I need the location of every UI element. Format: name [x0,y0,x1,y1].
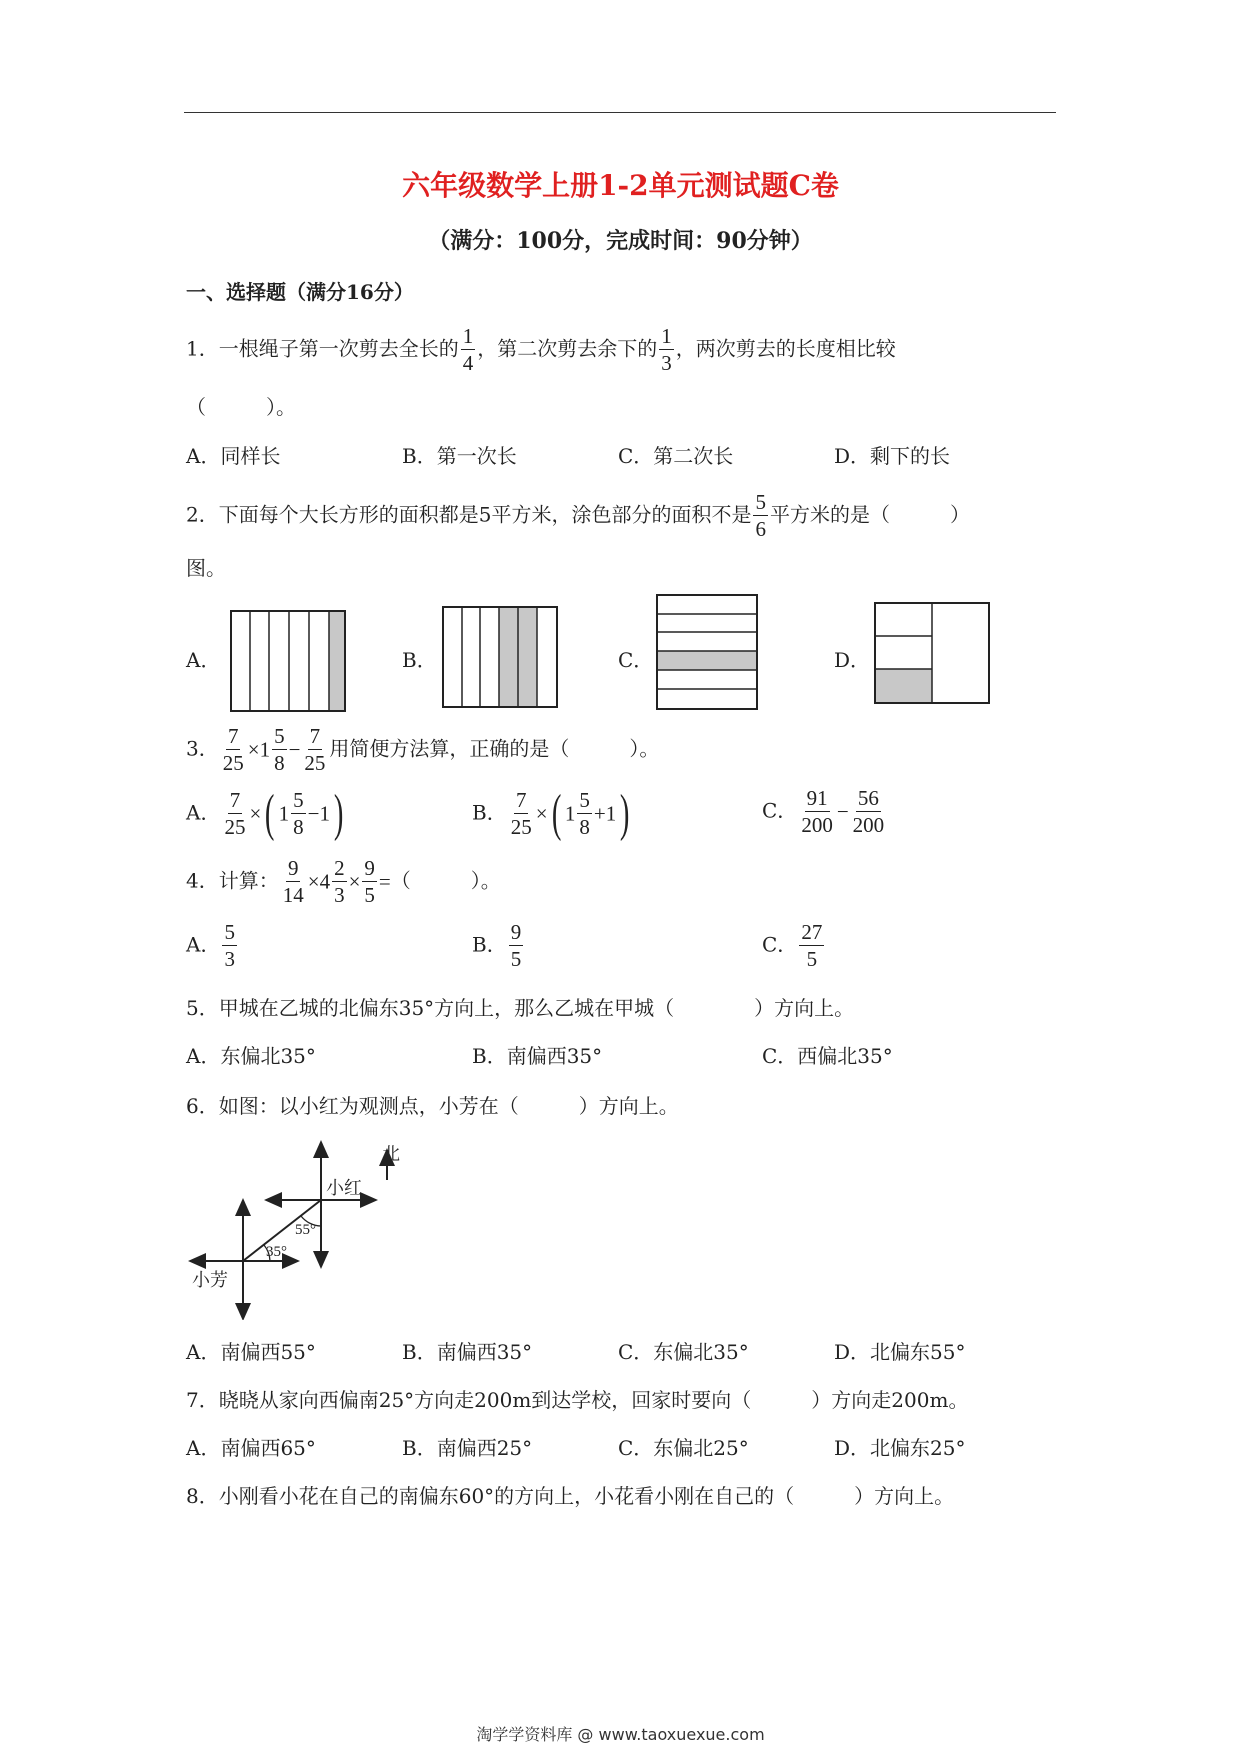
section-heading: 一、选择题（满分16分） [186,280,414,304]
header-rule [184,112,1056,113]
q3-a-whole: 1 [278,801,290,826]
q7-option-d: D．北偏东25° [834,1436,966,1460]
q4-option-a [186,922,239,970]
q5-option-a: A．东偏北35° [186,1044,316,1068]
q4-option-c-label: C． [762,932,798,957]
q6-option-b: B．南偏西35° [402,1340,533,1364]
q2-number: 2． [186,502,219,527]
q4-a-frac [222,922,237,970]
q3-a-frac [222,790,247,838]
q4-b-den: 3 [334,883,345,907]
q4-c-den: 5 [806,947,818,971]
q4-expr-b [332,858,347,906]
q3-c-f-den: 200 [801,813,833,837]
q3-text: 用简便方法算，正确的是（ ）。 [329,736,660,761]
q4-b-frac [509,922,524,970]
q2-text-a: 下面每个大长方形的面积都是5平方米，涂色部分的面积不是 [218,502,752,527]
q5-option-b: B．南偏西35° [472,1044,603,1068]
page-title: 六年级数学上册1-2单元测试题C卷 [402,169,839,202]
question-1 [186,326,896,374]
q1-number: 1． [186,336,219,361]
q1-f1-num: 1 [462,324,474,348]
q3-b-g-num: 5 [579,788,590,812]
q3-a-g [291,790,306,838]
angle-label-35: 35° [266,1244,287,1260]
q3-a-g-den: 8 [293,815,304,839]
q3-option-b [472,785,634,842]
q1-f2-num: 1 [661,324,672,348]
q1-option-c: C．第二次长 [618,444,734,468]
q3-a-f-num: 7 [229,788,241,812]
q1-fraction-1 [461,326,476,374]
right-paren: ) [333,785,344,842]
q3-expr-a [221,726,246,774]
footer-watermark: 淘学学资料库 @ www.taoxuexue.com [476,1725,765,1744]
right-paren: ) [620,785,630,842]
xiaohong-label: 小红 [326,1178,362,1199]
q3-c-num: 7 [309,724,321,748]
q1-f2-den: 3 [661,351,672,375]
q7-option-b: B．南偏西25° [402,1436,533,1460]
q4-b-num: 2 [334,856,345,880]
minus-sign: − [836,799,849,824]
q1-option-d: D．剩下的长 [834,444,951,468]
q3-a-num: 7 [227,724,239,748]
q3-b-f-num: 7 [515,788,527,812]
q1-text-c: ，两次剪去的长度相比较 [675,336,896,361]
q4-option-c [762,922,826,970]
times-sign: × [247,737,260,762]
q4-c-frac [799,922,824,970]
q3-option-c [762,788,888,836]
q6-option-d: D．北偏东55° [834,1340,966,1364]
q3-c-den: 25 [304,751,326,775]
q4-c-num: 27 [801,920,823,944]
q1-fraction-2 [659,326,674,374]
q1-option-a: A．同样长 [186,444,281,468]
q3-option-b-label: B． [472,800,507,825]
q2-figure-d [874,602,990,704]
q3-b-g-den: 8 [579,815,590,839]
q4-a-den: 3 [224,947,235,971]
q2-f-den: 6 [755,517,766,541]
q3-b-whole: 1 [564,801,576,826]
q3-c-f-num: 91 [806,786,828,810]
question-8: 8．小刚看小花在自己的南偏东60°的方向上，小花看小刚在自己的（ ）方向上。 [186,1484,955,1508]
q7-option-a: A．南偏西65° [186,1436,316,1460]
q4-b-num: 9 [510,920,522,944]
q2-label-b: B． [402,648,437,672]
q3-b-g [577,790,592,838]
q3-c-g-num: 56 [857,786,879,810]
q3-b-frac [509,790,534,838]
times-sign: × [249,801,262,826]
q3-expr-c [302,726,327,774]
left-paren: ( [551,785,561,842]
question-2 [186,492,970,540]
question-4 [186,858,501,906]
q3-a-den: 25 [222,751,244,775]
q4-a-num: 9 [287,856,299,880]
q4-text-a: 计算： [218,868,279,893]
q2-text-c: 图。 [186,556,226,580]
question-6: 6．如图：以小红为观测点，小芳在（ ）方向上。 [186,1094,679,1118]
times-sign: × [535,801,548,826]
q2-fraction [753,492,768,540]
q3-option-a [186,785,347,842]
equals-sign: = [378,869,391,894]
q3-c-frac [799,788,835,836]
q3-c-g [851,788,887,836]
north-label: 北 [382,1144,400,1165]
q2-figure-a [230,610,346,712]
q4-option-a-label: A． [186,932,221,957]
q4-b-den: 5 [510,947,522,971]
q3-option-a-label: A． [186,800,221,825]
q3-b-op: + [593,801,606,826]
left-paren: ( [265,785,275,842]
q1-option-b: B．第一次长 [402,444,517,468]
page-subtitle: （满分：100分，完成时间：90分钟） [428,228,813,254]
q4-whole: 4 [319,869,331,894]
q3-b-k: 1 [605,801,617,826]
q1-blank: （ ）。 [186,395,296,419]
q3-whole: 1 [259,737,271,762]
q1-text-b: ，第二次剪去余下的 [477,336,658,361]
q3-number: 3． [186,736,219,761]
q4-c-num: 9 [364,856,375,880]
question-3 [186,726,659,774]
q4-option-b-label: B． [472,932,507,957]
q3-option-c-label: C． [762,798,798,823]
q6-direction-diagram [186,1138,416,1320]
q5-option-c: C．西偏北35° [762,1044,893,1068]
minus-sign: − [288,737,301,762]
q1-text-a: 一根绳子第一次剪去全长的 [218,336,459,361]
question-5: 5．甲城在乙城的北偏东35°方向上，那么乙城在甲城（ ）方向上。 [186,996,855,1020]
q3-b-num: 5 [274,724,285,748]
q6-option-a: A．南偏西55° [186,1340,316,1364]
q3-a-g-num: 5 [293,788,304,812]
q6-option-c: C．东偏北35° [618,1340,749,1364]
q4-expr-a [281,858,306,906]
q4-number: 4． [186,868,219,893]
q4-a-den: 14 [282,883,304,907]
q2-f-num: 5 [755,490,766,514]
q4-expr-c [362,858,377,906]
q3-c-g-den: 200 [852,813,885,837]
q3-a-k: 1 [319,801,330,826]
xiaofang-label: 小芳 [192,1270,228,1291]
q2-label-a: A． [186,648,221,672]
q3-b-den: 8 [274,751,285,775]
q3-expr-b [272,726,287,774]
q3-a-op: − [307,801,320,826]
q2-label-d: D． [834,648,871,672]
q3-b-f-den: 25 [510,815,532,839]
q2-text-b: 平方米的是（ ） [769,502,970,527]
q2-figure-b [442,606,558,708]
q4-text-b: （ ）。 [390,868,501,893]
angle-label-55: 55° [295,1222,316,1238]
times-sign: × [348,869,361,894]
q7-option-c: C．东偏北25° [618,1436,749,1460]
q2-label-c: C． [618,648,654,672]
q3-a-f-den: 25 [224,815,246,839]
q4-c-den: 5 [364,883,375,907]
q2-figure-c [656,594,758,710]
question-7: 7．晓晓从家向西偏南25°方向走200m到达学校，回家时要向（ ）方向走200m。 [186,1388,969,1412]
q4-a-num: 5 [224,920,235,944]
times-sign: × [307,869,320,894]
q1-f1-den: 4 [462,351,474,375]
q4-option-b [472,922,525,970]
